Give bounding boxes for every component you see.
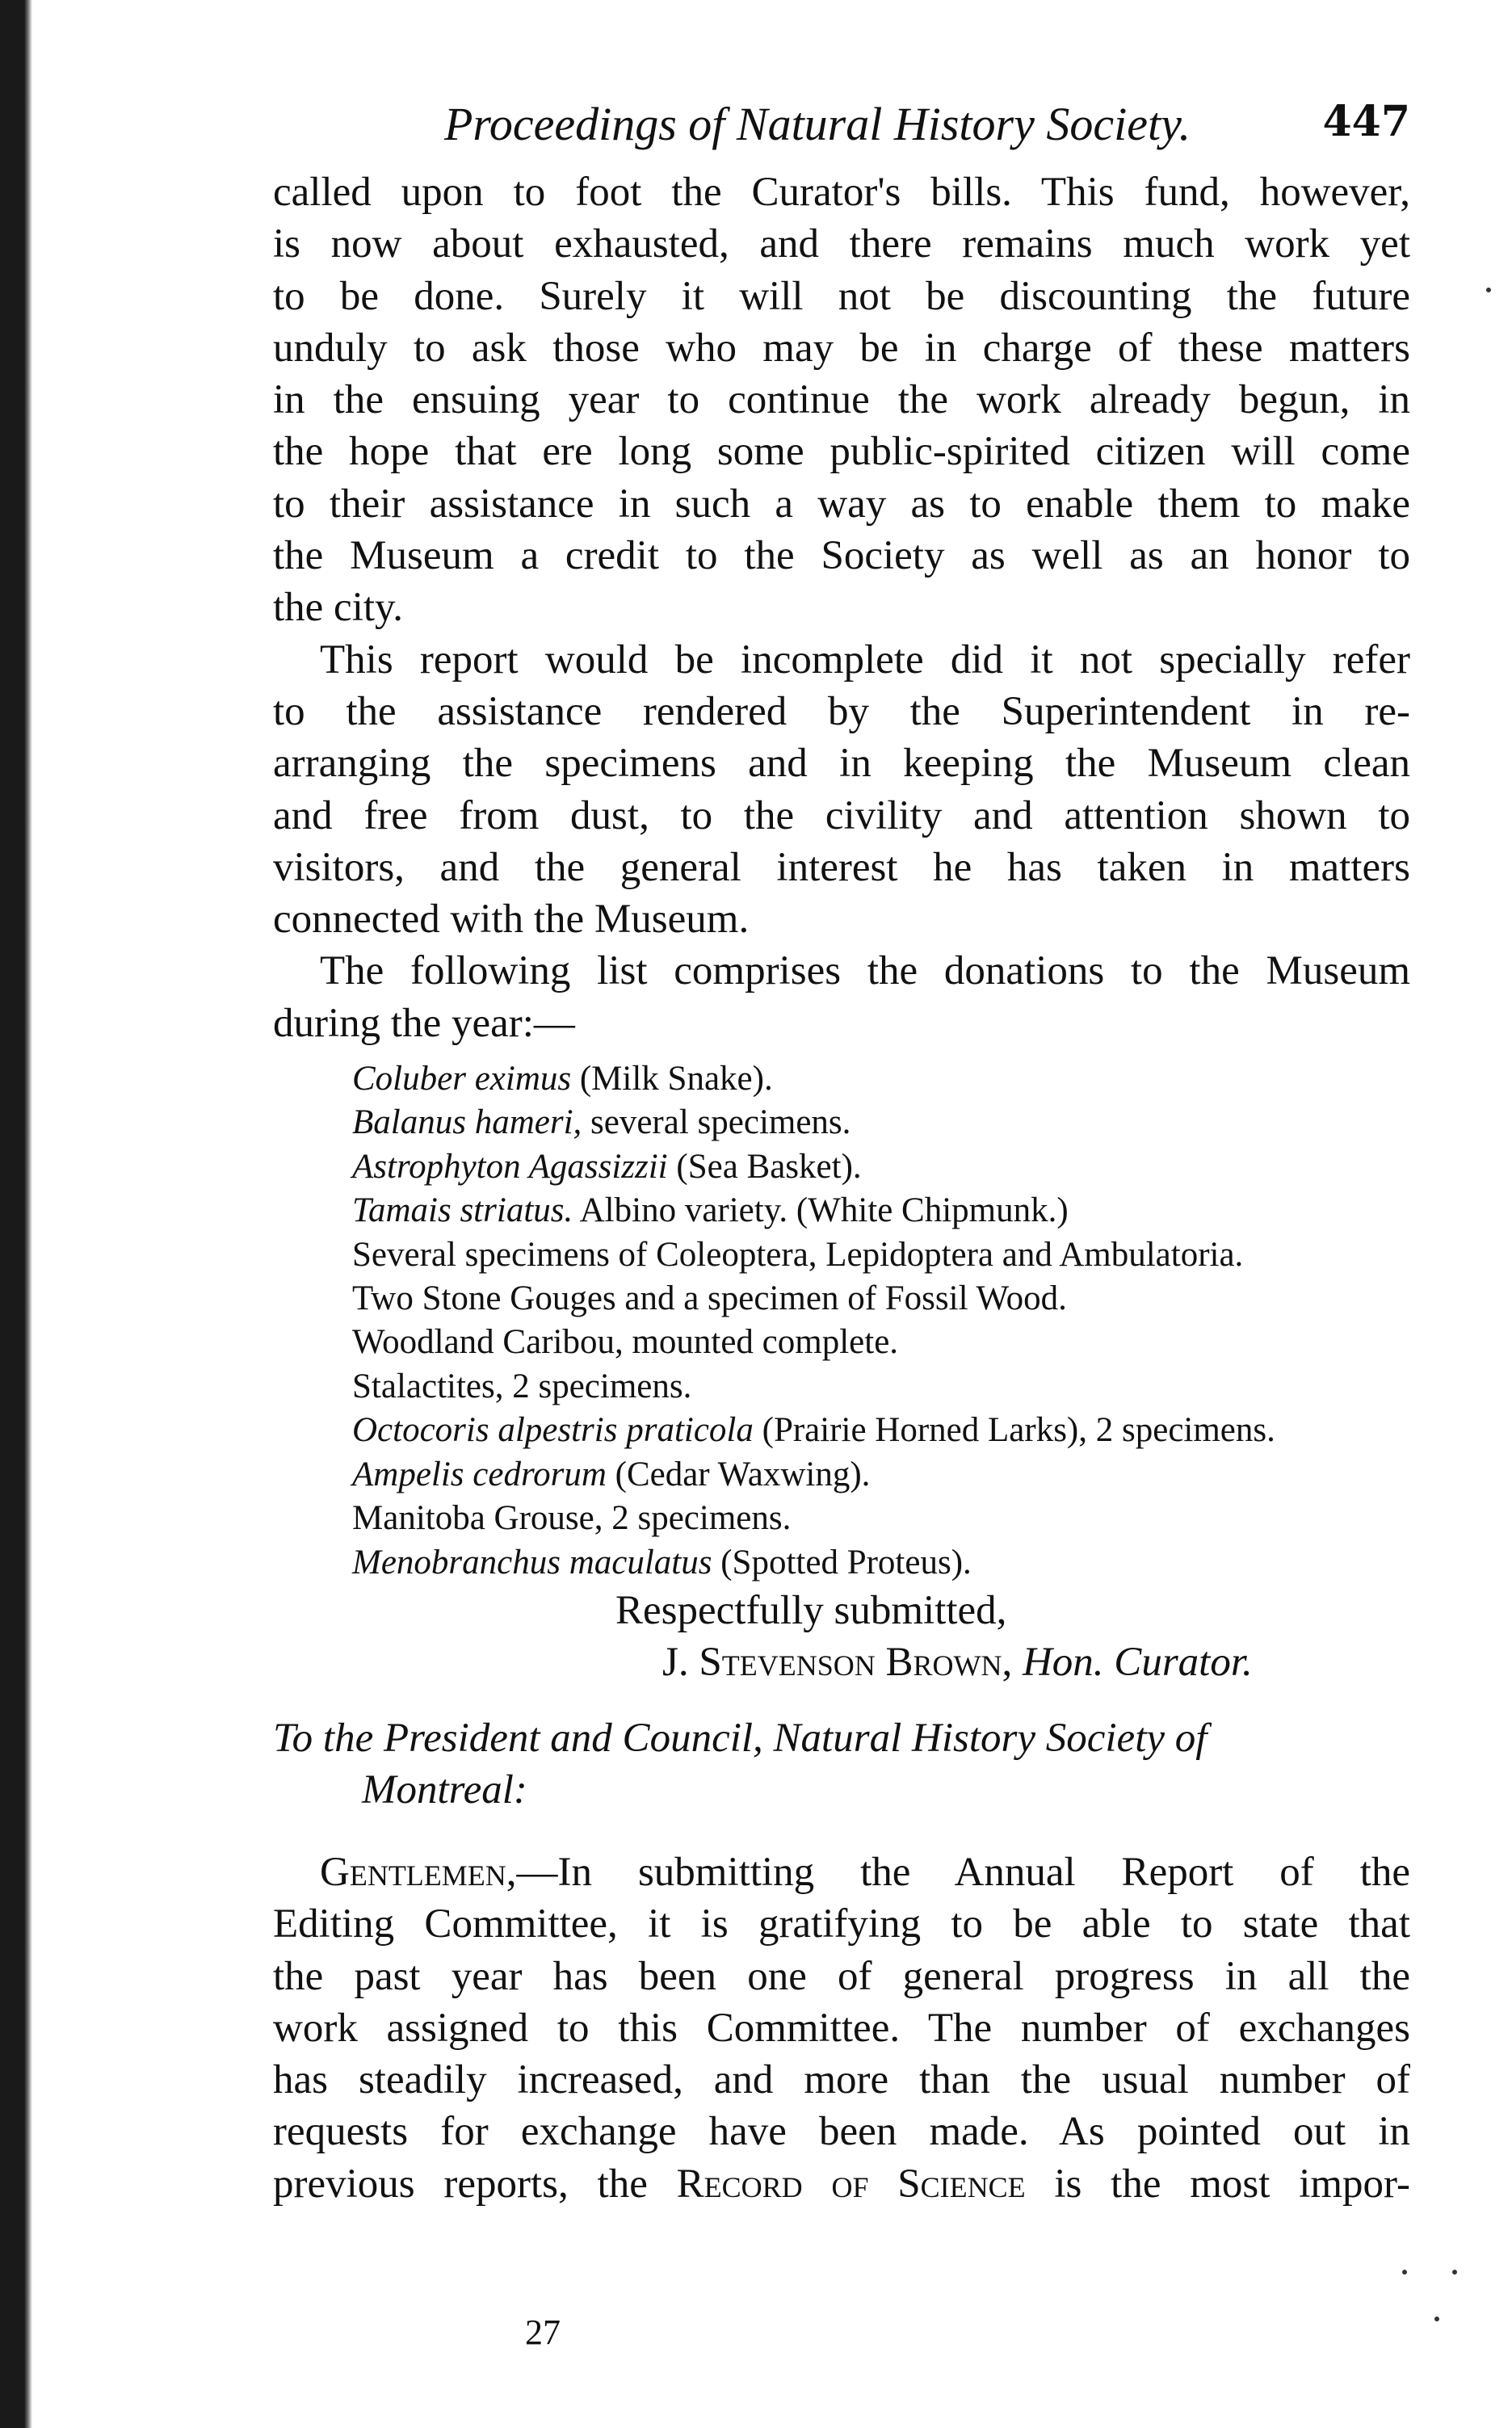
- item-description: Stalactites, 2 specimens.: [352, 1367, 692, 1405]
- closing: Respectfully submitted,: [615, 1587, 1007, 1633]
- list-item: [352, 1145, 1410, 1189]
- signatory-name: Stevenson Brown,: [699, 1639, 1013, 1685]
- salutation: Gentlemen,: [320, 1849, 517, 1895]
- list-item: [352, 1541, 1410, 1585]
- item-description: Albino variety. (White Chipmunk.): [573, 1191, 1069, 1230]
- species-name: Astrophyton Agassizzii: [352, 1147, 668, 1186]
- text-run: previous reports, the: [273, 2161, 677, 2207]
- list-item: [352, 1365, 1410, 1409]
- item-description: (Cedar Waxwing).: [606, 1455, 871, 1493]
- text-line: the past year has been one of general progress in all the: [273, 1953, 1410, 1999]
- text-line: during the year:—: [273, 1000, 575, 1046]
- list-item: [352, 1057, 1410, 1101]
- item-description: Manitoba Grouse, 2 specimens.: [352, 1499, 792, 1538]
- text-line: called upon to foot the Curator's bills. This fund, however,: [273, 170, 1410, 215]
- item-description: Two Stone Gouges and a specimen of Fossil Wood.: [352, 1279, 1067, 1318]
- paragraph-editing-committee: [273, 1846, 1410, 2210]
- species-name: Coluber eximus: [352, 1060, 572, 1098]
- item-description: (Prairie Horned Larks), 2 specimens.: [753, 1411, 1275, 1450]
- signatory-initial: J.: [662, 1639, 699, 1685]
- text-line: is now about exhausted, and there remains much work yet: [273, 221, 1410, 267]
- text-line: connected with the Museum.: [273, 897, 750, 943]
- address: [273, 1712, 1410, 1816]
- text-line: the city.: [273, 585, 403, 631]
- speck: [1486, 288, 1491, 292]
- text-line: the hope that ere long some public-spirited citizen will come: [273, 429, 1410, 475]
- text-run: —In submitting the Annual Report of the: [516, 1849, 1410, 1895]
- address-line: Montreal:: [362, 1766, 527, 1813]
- text-line: [273, 1846, 1410, 1898]
- text-line: arranging the specimens and in keeping the Museum clean: [273, 741, 1410, 787]
- running-head: [273, 97, 1410, 166]
- text-line: visitors, and the general interest he has taken in matters: [273, 844, 1410, 890]
- list-item: [352, 1321, 1410, 1364]
- item-description: (Sea Basket).: [667, 1147, 862, 1186]
- address-line: To the President and Council, Natural History Society of: [273, 1715, 1208, 1761]
- text-run: is the most impor-: [1025, 2161, 1410, 2207]
- paragraph-donations-intro: [273, 945, 1410, 1049]
- signature-block: [273, 1585, 1410, 1688]
- item-description: (Milk Snake).: [571, 1060, 773, 1098]
- text-line: This report would be incomplete did it not specially refer: [320, 636, 1410, 683]
- signatory: [273, 1636, 1410, 1688]
- text-line: unduly to ask those who may be in charge of these matters: [273, 325, 1410, 371]
- item-description: Woodland Caribou, mounted complete.: [352, 1323, 899, 1362]
- text-line: [273, 2158, 1410, 2210]
- list-item: [352, 1409, 1410, 1452]
- text-line: and free from dust, to the civility and attention shown to: [273, 792, 1410, 838]
- donations-list: [273, 1057, 1410, 1585]
- running-head-title: Proceedings of Natural History Society.: [444, 98, 1191, 150]
- paragraph-museum-fund: [273, 166, 1410, 634]
- text-line: the Museum a credit to the Society as well as an honor to: [273, 533, 1410, 579]
- speck: [1452, 2270, 1457, 2275]
- list-item: [352, 1277, 1410, 1321]
- list-item: [352, 1189, 1410, 1233]
- species-name: Ampelis cedrorum: [352, 1455, 607, 1493]
- item-description: Several specimens of Coleoptera, Lepidoptera and Ambulatoria.: [352, 1235, 1244, 1274]
- text-line: to the assistance rendered by the Superintendent in re-: [273, 688, 1410, 734]
- text-line: has steadily increased, and more than the usual number of: [273, 2057, 1410, 2103]
- species-name: Tamais striatus.: [352, 1191, 573, 1230]
- species-name: Menobranchus maculatus: [352, 1543, 712, 1582]
- list-item: [352, 1453, 1410, 1497]
- text-line: to be done. Surely it will not be discounting the future: [273, 273, 1410, 319]
- list-item: [352, 1233, 1410, 1277]
- binding-edge: [0, 0, 32, 2428]
- speck: [1434, 2317, 1439, 2321]
- signatory-title: Hon. Curator.: [1022, 1639, 1253, 1685]
- text-line: requests for exchange have been made. As pointed out in: [273, 2109, 1410, 2155]
- list-item: [352, 1497, 1410, 1540]
- species-name: Octocoris alpestris praticola: [352, 1411, 754, 1450]
- text-line: to their assistance in such a way as to enable them to make: [273, 481, 1410, 527]
- page: [273, 97, 1410, 2210]
- item-description: (Spotted Proteus).: [712, 1543, 972, 1582]
- text-line: The following list comprises the donations to the Museum: [320, 948, 1410, 994]
- list-item: [352, 1101, 1410, 1145]
- speck: [1402, 2270, 1407, 2275]
- text-line: in the ensuing year to continue the work already begun, in: [273, 377, 1410, 423]
- item-description: several specimens.: [582, 1103, 851, 1142]
- text-line: Editing Committee, it is gratifying to be able to state that: [273, 1901, 1410, 1947]
- paragraph-superintendent: [273, 634, 1410, 946]
- species-name: Balanus hameri,: [352, 1103, 582, 1142]
- text-line: work assigned to this Committee. The number of exchanges: [273, 2005, 1410, 2051]
- page-number: 447: [1322, 97, 1410, 146]
- journal-name: Record of Science: [676, 2161, 1026, 2207]
- signature-mark: 27: [525, 2312, 561, 2352]
